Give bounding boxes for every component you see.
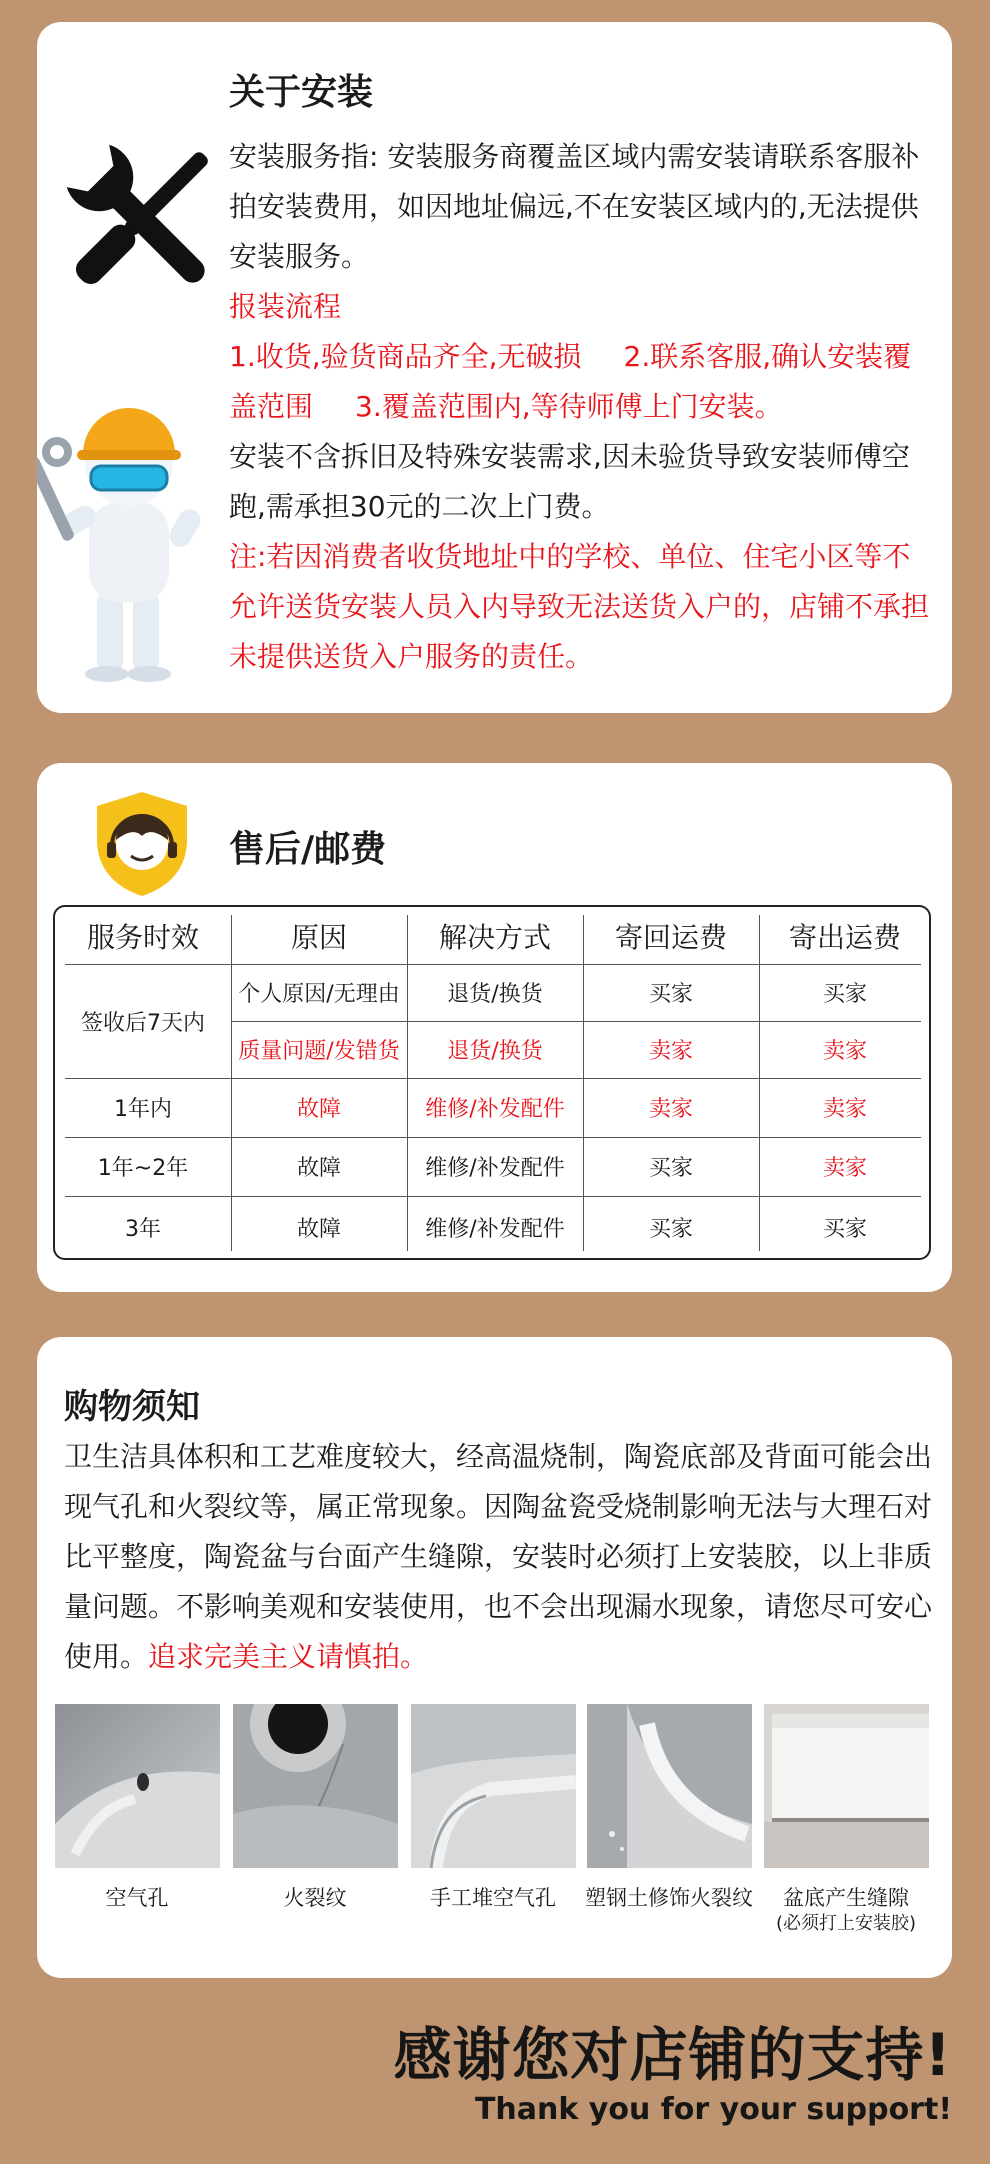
thanks-message-en: Thank you for your support! — [474, 2092, 952, 2127]
basin-gap-photo — [764, 1704, 929, 1868]
notice-title: 购物须知 — [64, 1387, 200, 1427]
service-table — [53, 905, 931, 1260]
worker-mascot — [37, 392, 227, 682]
tools-icon — [59, 134, 224, 304]
install-title: 关于安装 — [229, 72, 374, 113]
installation-card — [37, 22, 952, 713]
notice-body — [64, 1432, 934, 1682]
table-row-1-send-fee: 买家 — [822, 982, 867, 1007]
table-row-3-period: 1年内 — [114, 1097, 172, 1122]
table-row-1-solution: 退货/换货 — [447, 982, 543, 1007]
notice-emphasis: 追求完美主义请慎拍。 — [148, 1640, 429, 1673]
fire-crack-photo — [233, 1704, 398, 1868]
table-row-2-reason: 质量问题/发错货 — [238, 1039, 400, 1064]
table-row-4-send-fee: 卖家 — [822, 1156, 867, 1181]
repaired-crack-photo — [587, 1704, 752, 1868]
table-row-5-solution: 维修/补发配件 — [425, 1216, 565, 1242]
notice-body-text: 卫生洁具体积和工艺难度较大，经高温烧制，陶瓷底部及背面可能会出现气孔和火裂纹等，属正常现象。因陶盆瓷受烧制影响无法与大理石对比平整度，陶瓷盆与台面产生缝隙，安装时必须打上安装胶，以上非质量问题。不影响美观和安装使用，也不会出现漏水现象，请您尽可安心使用。 — [64, 1440, 933, 1673]
table-row-1-reason: 个人原因/无理由 — [238, 982, 400, 1007]
install-flow-title: 报装流程 — [229, 290, 342, 323]
repaired-crack-caption: 塑钢土修饰火裂纹 — [585, 1886, 753, 1910]
basin-gap-caption — [761, 1885, 931, 1937]
table-group-label: 签收后7天内 — [81, 1010, 205, 1036]
basin-gap-caption-sub: (必须打上安装胶) — [775, 1913, 917, 1934]
table-row-5-period: 3年 — [125, 1216, 161, 1242]
install-service-note: 安装服务指: 安装服务商覆盖区域内需安装请联系客服补拍安装费用，如因地址偏远,不在安装区域内的,无法提供安装服务。 — [229, 140, 920, 273]
table-header-period: 服务时效 — [86, 920, 199, 954]
handmade-air-hole-caption: 手工堆空气孔 — [430, 1886, 556, 1910]
install-warning: 注:若因消费者收货地址中的学校、单位、住宅小区等不允许送货安装人员入内导致无法送货入户的，店铺不承担未提供送货入户服务的责任。 — [229, 540, 930, 673]
air-hole-photo — [55, 1704, 220, 1868]
table-header-return-fee: 寄回运费 — [614, 920, 727, 954]
table-row-4-period: 1年~2年 — [97, 1156, 189, 1181]
install-steps — [229, 332, 929, 432]
install-step-3: 3.覆盖范围内,等待师傅上门安装。 — [355, 390, 783, 423]
thanks-message-cn: 感谢您对店铺的支持! — [393, 2021, 952, 2089]
aftersale-title: 售后/邮费 — [229, 829, 387, 870]
table-header-reason: 原因 — [290, 920, 347, 954]
basin-gap-caption-main: 盆底产生缝隙 — [783, 1886, 909, 1910]
table-row-1-return-fee: 买家 — [648, 982, 693, 1007]
table-header-send-fee: 寄出运费 — [788, 920, 901, 954]
table-row-2-return-fee: 卖家 — [648, 1039, 693, 1064]
table-row-2-send-fee: 卖家 — [822, 1039, 867, 1064]
air-hole-caption: 空气孔 — [105, 1886, 169, 1910]
table-row-3-reason: 故障 — [296, 1097, 341, 1122]
table-row-5-return-fee: 买家 — [648, 1216, 693, 1242]
table-row-3-send-fee: 卖家 — [822, 1097, 867, 1122]
table-header-solution: 解决方式 — [438, 920, 551, 954]
table-row-2-solution: 退货/换货 — [447, 1039, 543, 1064]
install-exclusion: 安装不含拆旧及特殊安装需求,因未验货导致安装师傅空跑,需承担30元的二次上门费。 — [229, 440, 910, 523]
table-row-5-reason: 故障 — [296, 1216, 341, 1242]
customer-service-icon — [87, 788, 197, 898]
table-row-4-solution: 维修/补发配件 — [425, 1156, 565, 1181]
table-row-3-return-fee: 卖家 — [648, 1097, 693, 1122]
table-row-5-send-fee: 买家 — [822, 1216, 867, 1242]
table-row-4-reason: 故障 — [296, 1156, 341, 1181]
shopping-notice-card — [37, 1337, 952, 1978]
aftersale-card — [37, 763, 952, 1292]
install-text-block — [229, 132, 929, 682]
table-row-3-solution: 维修/补发配件 — [425, 1097, 565, 1122]
table-row-4-return-fee: 买家 — [648, 1156, 693, 1181]
install-step-1: 1.收货,验货商品齐全,无破损 — [229, 340, 582, 373]
fire-crack-caption: 火裂纹 — [283, 1886, 347, 1910]
handmade-air-hole-photo — [411, 1704, 576, 1868]
install-step-2: 2.联系客服,确认安装覆盖范围 — [229, 340, 912, 423]
